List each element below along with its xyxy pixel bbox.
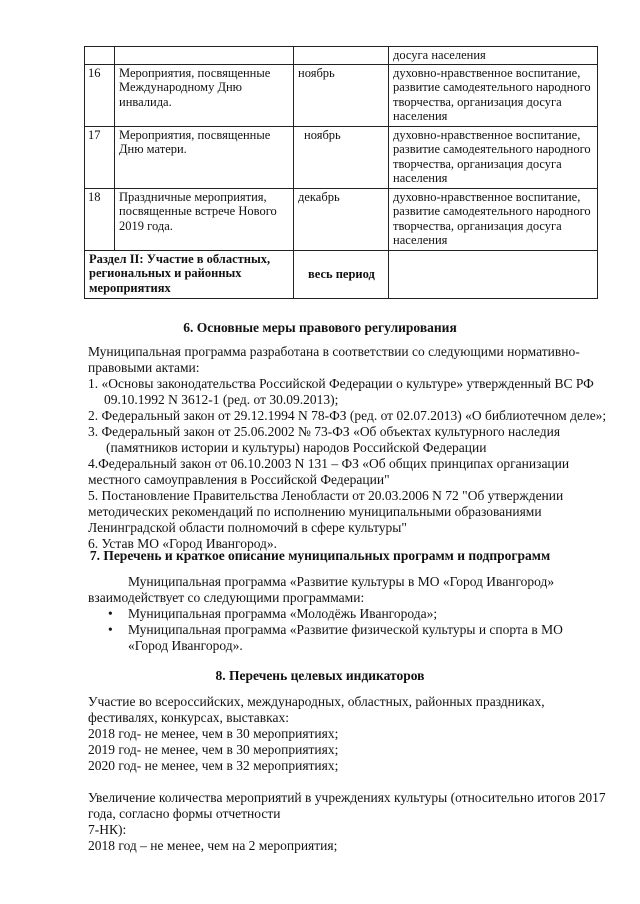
text-line: Муниципальная программа разработана в соответствии со следующими нормативно- — [88, 344, 580, 359]
table-row — [85, 47, 598, 65]
row-number: 16 — [85, 64, 115, 126]
text-line: местного самоуправления в Российской Федерации" — [88, 472, 390, 487]
table-cell: досуга населения — [389, 47, 598, 65]
section-7-intro — [88, 574, 596, 606]
table-row — [85, 126, 598, 188]
table-cell — [294, 47, 389, 65]
section-period: весь период — [294, 250, 389, 298]
event-name: Мероприятия, посвященные Дню матери. — [115, 126, 294, 188]
text-line: 5. Постановление Правительства Ленобласти от 20.03.2006 N 72 "Об утверждении — [88, 488, 564, 503]
section-6-heading: 6. Основные меры правового регулирования — [183, 320, 457, 335]
event-name: Мероприятия, посвященные Международному Дню инвалида. — [115, 64, 294, 126]
text-line: 6. Устав МО «Город Ивангород». — [88, 536, 278, 551]
section-7-heading: 7. Перечень и краткое описание муниципальных программ и подпрограмм — [89, 548, 551, 563]
row-number: 18 — [85, 188, 115, 250]
text-line: 09.10.1992 N 3612-1 (ред. от 30.09.2013); — [104, 392, 339, 407]
text-line: 1. «Основы законодательства Российской Федерации о культуре» утвержденный ВС РФ — [88, 376, 594, 391]
blank-line — [88, 774, 596, 790]
text-line: Ленинградской области полномочий в сфере культуры" — [88, 520, 407, 535]
row-number: 17 — [85, 126, 115, 188]
section-8-body — [88, 694, 606, 854]
event-period: ноябрь — [294, 64, 389, 126]
text-line: 2019 год- не менее, чем в 30 мероприятиях; — [88, 742, 339, 757]
table-row — [85, 250, 598, 298]
text-line: взаимодействует со следующими программами: — [88, 590, 365, 605]
text-line: Муниципальная программа «Развитие культуры в МО «Город Ивангород» — [128, 574, 555, 589]
list-item-text: Муниципальная программа «Развитие физической культуры и спорта в МО «Город Ивангород». — [128, 622, 563, 653]
text-line: 2. Федеральный закон от 29.12.1994 N 78-ФЗ (ред. от 02.07.2013) «О библиотечном деле»; — [88, 408, 607, 423]
text-line: 3. Федеральный закон от 25.06.2002 № 73-ФЗ «Об объектах культурного наследия — [88, 424, 561, 439]
table-cell — [389, 250, 598, 298]
table-row — [85, 188, 598, 250]
bullet-icon: • — [108, 606, 113, 621]
table-row — [85, 64, 598, 126]
table-cell — [85, 47, 115, 65]
table-cell — [115, 47, 294, 65]
event-period: ноябрь — [294, 126, 389, 188]
text-line: 4.Федеральный закон от 06.10.2003 N 131 – ФЗ «Об общих принципах организации — [88, 456, 570, 471]
event-period: декабрь — [294, 188, 389, 250]
list-item — [108, 622, 598, 654]
text-line: методических рекомендаций по исполнению муниципальными образованиями — [88, 504, 542, 519]
text-line: Увеличение количества мероприятий в учреждениях культуры (относительно итогов 2017 — [88, 790, 606, 805]
bullet-icon: • — [108, 622, 113, 637]
text-line: (памятников истории и культуры) народов Российской Федерации — [106, 440, 487, 455]
event-purpose: духовно-нравственное воспитание, развитие самодеятельного народного творчества, организация досуга населения — [389, 64, 598, 126]
text-line: года, согласно формы отчетности — [88, 806, 281, 821]
list-item-text: Муниципальная программа «Молодёжь Ивангорода»; — [128, 606, 438, 621]
event-name: Праздничные мероприятия, посвященные встрече Нового 2019 года. — [115, 188, 294, 250]
text-line: 2020 год- не менее, чем в 32 мероприятиях; — [88, 758, 339, 773]
list-item — [108, 606, 598, 622]
events-table — [84, 46, 598, 299]
text-line: 7-НК): — [88, 822, 127, 837]
section-6-body — [88, 344, 607, 552]
text-line: 2018 год- не менее, чем в 30 мероприятиях; — [88, 726, 339, 741]
section-title: Раздел II: Участие в областных, региональных и районных мероприятиях — [85, 250, 294, 298]
event-purpose: духовно-нравственное воспитание, развитие самодеятельного народного творчества, организация досуга населения — [389, 188, 598, 250]
section-8-heading: 8. Перечень целевых индикаторов — [215, 668, 425, 683]
text-line: правовыми актами: — [88, 360, 200, 375]
text-line: фестивалях, конкурсах, выставках: — [88, 710, 290, 725]
program-list — [108, 606, 598, 654]
event-purpose: духовно-нравственное воспитание, развитие самодеятельного народного творчества, организация досуга населения — [389, 126, 598, 188]
text-line: Участие во всероссийских, международных, областных, районных праздниках, — [88, 694, 545, 709]
text-line: 2018 год – не менее, чем на 2 мероприятия; — [88, 838, 338, 853]
